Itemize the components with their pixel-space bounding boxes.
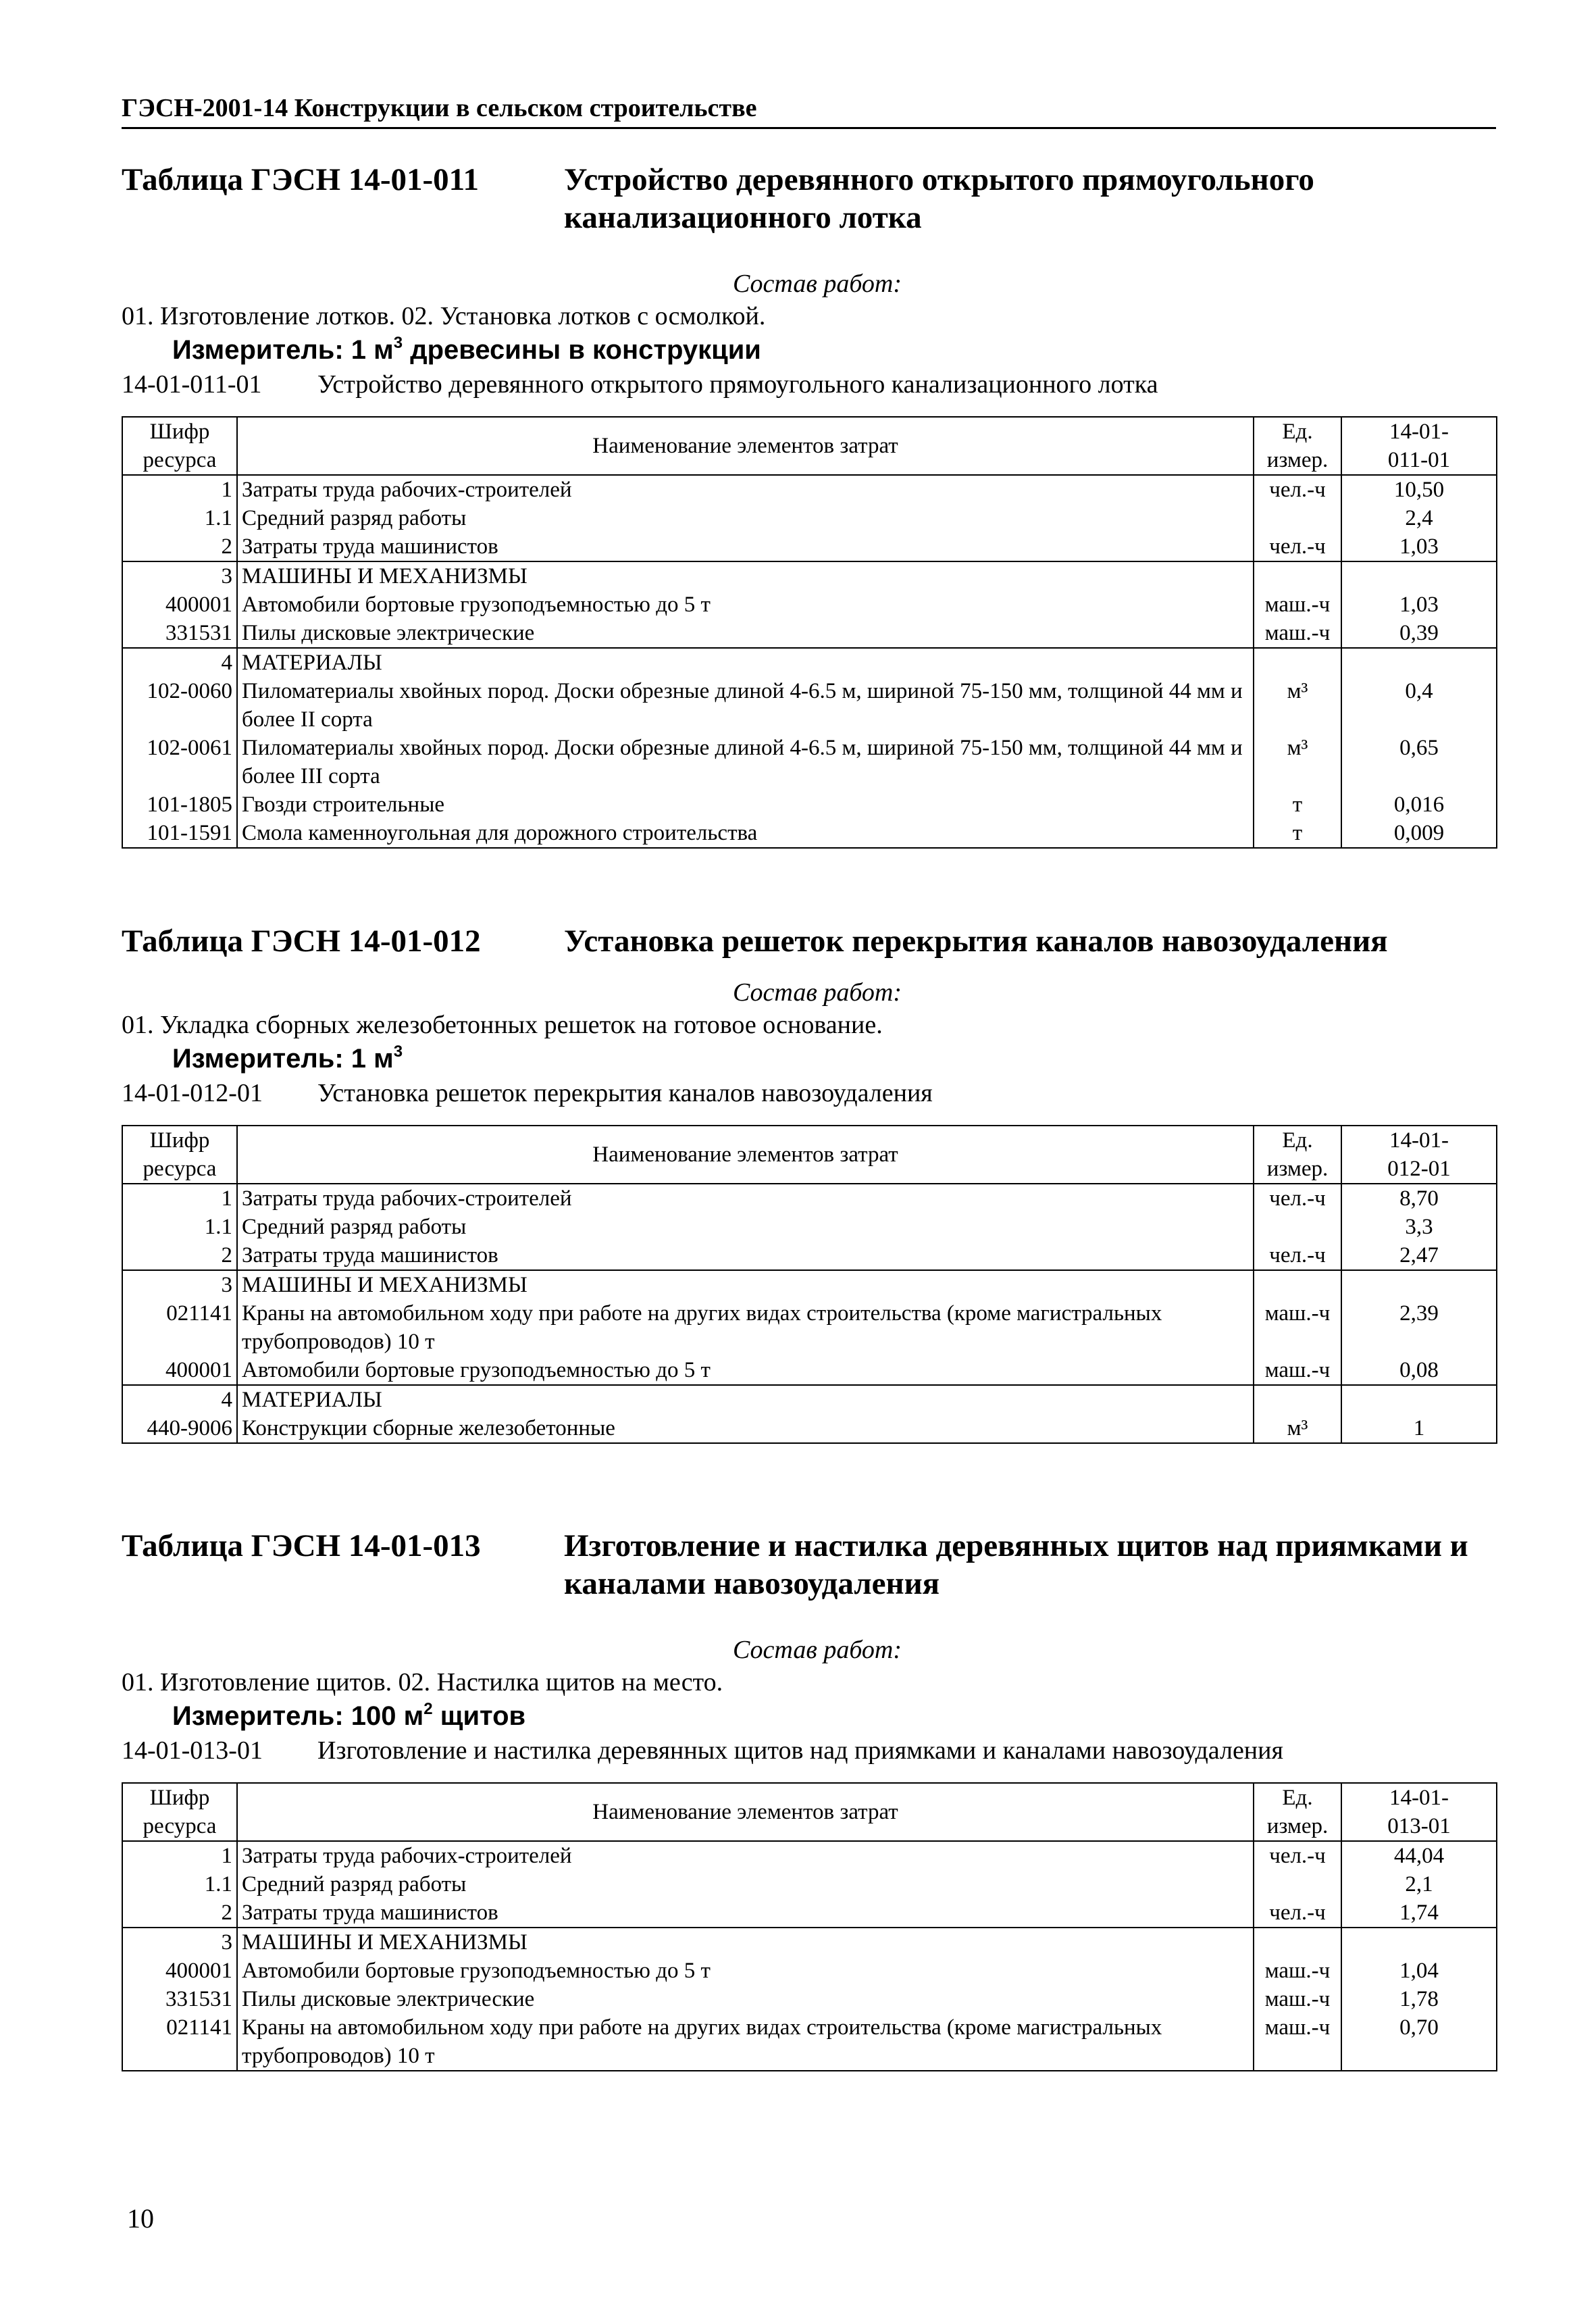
resource-value: 1,78 — [1341, 1985, 1497, 2013]
resource-code: 1 — [122, 475, 237, 504]
column-header-code-line2: ресурса — [143, 1157, 217, 1181]
resource-unit: маш.-ч — [1254, 1957, 1341, 1985]
column-header-code — [122, 1126, 237, 1184]
resource-value — [1341, 1928, 1497, 1957]
table-title: Установка решеток перекрытия каналов навозоудаления — [564, 924, 1388, 959]
resource-unit: м³ — [1254, 677, 1341, 734]
table-row — [122, 532, 1497, 561]
table-row — [122, 1213, 1497, 1241]
column-header-unit-line1: Ед. — [1282, 420, 1313, 444]
column-header-code — [122, 1783, 237, 1841]
resource-unit: чел.-ч — [1254, 475, 1341, 504]
resource-unit: м³ — [1254, 734, 1341, 790]
table-row — [122, 819, 1497, 848]
resource-unit: маш.-ч — [1254, 1299, 1341, 1356]
column-header-rate-line2: 011-01 — [1387, 448, 1451, 472]
resource-name: Краны на автомобильном ходу при работе на других видах строительства (кроме магистральных трубопроводов) 10 т — [237, 2013, 1254, 2071]
column-header-unit-line2: измер. — [1266, 448, 1329, 472]
resource-unit — [1254, 1385, 1341, 1414]
resource-unit: т — [1254, 819, 1341, 848]
column-header-rate-line2: 013-01 — [1387, 1814, 1451, 1838]
column-header-code-line1: Шифр — [149, 1128, 210, 1153]
resource-code: 3 — [122, 1928, 237, 1957]
resource-unit — [1254, 1928, 1341, 1957]
table-row — [122, 1985, 1497, 2013]
resource-name: Пиломатериалы хвойных пород. Доски обрезные длиной 4-6.5 м, шириной 75-150 мм, толщиной 44 мм и более II сорта — [237, 677, 1254, 734]
rate-line — [122, 1076, 1499, 1110]
table-heading — [122, 161, 1499, 262]
table-code: Таблица ГЭСН 14-01-012 — [122, 924, 481, 959]
resource-value: 2,4 — [1341, 504, 1497, 532]
resource-value — [1341, 561, 1497, 590]
resource-value: 1,03 — [1341, 532, 1497, 561]
resource-value: 1,04 — [1341, 1957, 1497, 1985]
resource-code: 1.1 — [122, 1213, 237, 1241]
measure-sup: 2 — [423, 1700, 433, 1718]
table-title: Устройство деревянного открытого прямоугольного канализационного лотка — [564, 162, 1314, 235]
composition-label: Состав работ: — [732, 978, 902, 1007]
resource-code: 331531 — [122, 619, 237, 648]
resource-name: Затраты труда машинистов — [237, 1898, 1254, 1928]
resource-unit: маш.-ч — [1254, 2013, 1341, 2071]
resource-name: Гвозди строительные — [237, 790, 1254, 819]
measure-prefix: Измеритель: 100 м — [172, 1701, 424, 1731]
column-header-code-line2: ресурса — [143, 448, 217, 472]
table-row — [122, 648, 1497, 677]
resource-value: 1 — [1341, 1414, 1497, 1443]
resource-code: 1 — [122, 1184, 237, 1213]
table-row — [122, 475, 1497, 504]
column-header-code-line1: Шифр — [149, 420, 210, 444]
resource-unit: чел.-ч — [1254, 532, 1341, 561]
measure-sup: 3 — [393, 334, 403, 352]
resource-unit: чел.-ч — [1254, 1241, 1341, 1270]
resource-code: 021141 — [122, 1299, 237, 1356]
resource-name: Затраты труда рабочих-строителей — [237, 475, 1254, 504]
table-section-011 — [122, 161, 1499, 849]
table-row — [122, 1957, 1497, 1985]
resource-name: Конструкции сборные железобетонные — [237, 1414, 1254, 1443]
resource-code: 3 — [122, 1270, 237, 1299]
table-row — [122, 2013, 1497, 2071]
rate-code: 14-01-013-01 — [122, 1736, 263, 1765]
table-row — [122, 561, 1497, 590]
resource-name: МАТЕРИАЛЫ — [237, 648, 1254, 677]
resource-value: 1,74 — [1341, 1898, 1497, 1928]
resource-unit — [1254, 561, 1341, 590]
rate-code: 14-01-011-01 — [122, 370, 262, 399]
resource-name: Автомобили бортовые грузоподъемностью до 5 т — [237, 1957, 1254, 1985]
column-header-unit — [1254, 1783, 1341, 1841]
resource-code: 2 — [122, 1241, 237, 1270]
measure-prefix: Измеритель: 1 м — [172, 1044, 394, 1074]
resource-value — [1341, 1385, 1497, 1414]
table-row — [122, 1356, 1497, 1385]
resource-code: 1 — [122, 1841, 237, 1870]
resource-name: Средний разряд работы — [237, 504, 1254, 532]
resource-code: 3 — [122, 561, 237, 590]
resource-code: 400001 — [122, 1957, 237, 1985]
column-header-unit-line1: Ед. — [1282, 1128, 1313, 1153]
column-header-unit — [1254, 1126, 1341, 1184]
rate-name: Установка решеток перекрытия каналов навозоудаления — [317, 1079, 933, 1107]
resource-unit: чел.-ч — [1254, 1184, 1341, 1213]
column-header-rate-line1: 14-01- — [1389, 420, 1449, 444]
column-header-rate-line1: 14-01- — [1389, 1128, 1449, 1153]
table-row — [122, 1928, 1497, 1957]
resource-value: 10,50 — [1341, 475, 1497, 504]
table-row — [122, 1270, 1497, 1299]
column-header-rate — [1341, 1783, 1497, 1841]
measure-sup: 3 — [393, 1042, 403, 1061]
table-section-013 — [122, 1527, 1499, 2071]
table-heading — [122, 922, 1499, 971]
page-number: 10 — [127, 2203, 154, 2234]
resource-table — [122, 416, 1497, 849]
resource-code: 021141 — [122, 2013, 237, 2071]
column-header-rate-line1: 14-01- — [1389, 1786, 1449, 1810]
resource-name: Автомобили бортовые грузоподъемностью до 5 т — [237, 590, 1254, 619]
resource-value: 3,3 — [1341, 1213, 1497, 1241]
measure-unit — [172, 332, 1499, 368]
measure-suffix: щитов — [432, 1701, 526, 1731]
table-row — [122, 1870, 1497, 1898]
table-header-row — [122, 1783, 1497, 1841]
resource-name: Затраты труда рабочих-строителей — [237, 1184, 1254, 1213]
resource-code: 1.1 — [122, 504, 237, 532]
resource-code: 400001 — [122, 590, 237, 619]
resource-table — [122, 1125, 1497, 1444]
resource-code: 102-0061 — [122, 734, 237, 790]
resource-unit: маш.-ч — [1254, 619, 1341, 648]
rate-name: Изготовление и настилка деревянных щитов над приямками и каналами навозоудаления — [317, 1736, 1283, 1765]
resource-name: Средний разряд работы — [237, 1213, 1254, 1241]
table-row — [122, 1241, 1497, 1270]
column-header-name: Наименование элементов затрат — [237, 417, 1254, 475]
resource-value: 0,4 — [1341, 677, 1497, 734]
table-row — [122, 590, 1497, 619]
resource-value: 0,08 — [1341, 1356, 1497, 1385]
table-row — [122, 504, 1497, 532]
resource-unit: маш.-ч — [1254, 1356, 1341, 1385]
rate-line — [122, 368, 1499, 401]
table-row — [122, 1898, 1497, 1928]
works-list: 01. Изготовление лотков. 02. Установка лотков с осмолкой. — [122, 302, 766, 330]
resource-unit: чел.-ч — [1254, 1898, 1341, 1928]
resource-unit: маш.-ч — [1254, 1985, 1341, 2013]
resource-unit: м³ — [1254, 1414, 1341, 1443]
resource-name: МАШИНЫ И МЕХАНИЗМЫ — [237, 561, 1254, 590]
table-header-row — [122, 417, 1497, 475]
column-header-name: Наименование элементов затрат — [237, 1783, 1254, 1841]
resource-value: 0,009 — [1341, 819, 1497, 848]
composition-label: Состав работ: — [732, 270, 902, 298]
resource-name: Затраты труда машинистов — [237, 532, 1254, 561]
table-code: Таблица ГЭСН 14-01-011 — [122, 162, 480, 197]
table-header-row — [122, 1126, 1497, 1184]
column-header-rate-line2: 012-01 — [1387, 1157, 1451, 1181]
resource-name: МАТЕРИАЛЫ — [237, 1385, 1254, 1414]
resource-value — [1341, 1270, 1497, 1299]
resource-unit: маш.-ч — [1254, 590, 1341, 619]
resource-name: МАШИНЫ И МЕХАНИЗМЫ — [237, 1270, 1254, 1299]
rate-line — [122, 1734, 1499, 1767]
table-section-012 — [122, 922, 1499, 1444]
table-title: Изготовление и настилка деревянных щитов над приямками и каналами навозоудаления — [564, 1528, 1468, 1601]
column-header-unit-line2: измер. — [1266, 1157, 1329, 1181]
resource-code: 1.1 — [122, 1870, 237, 1898]
resource-name: Пиломатериалы хвойных пород. Доски обрезные длиной 4-6.5 м, шириной 75-150 мм, толщиной 44 мм и более III сорта — [237, 734, 1254, 790]
resource-value: 0,65 — [1341, 734, 1497, 790]
running-header: ГЭСН-2001-14 Конструкции в сельском строительстве — [122, 93, 1496, 129]
table-row — [122, 1841, 1497, 1870]
column-header-rate — [1341, 417, 1497, 475]
resource-code: 2 — [122, 532, 237, 561]
resource-code: 400001 — [122, 1356, 237, 1385]
resource-value: 0,016 — [1341, 790, 1497, 819]
measure-prefix: Измеритель: 1 м — [172, 335, 394, 365]
resource-unit: чел.-ч — [1254, 1841, 1341, 1870]
resource-name: Средний разряд работы — [237, 1870, 1254, 1898]
column-header-rate — [1341, 1126, 1497, 1184]
resource-code: 331531 — [122, 1985, 237, 2013]
resource-unit — [1254, 648, 1341, 677]
measure-suffix: древесины в конструкции — [403, 335, 761, 365]
resource-value: 44,04 — [1341, 1841, 1497, 1870]
resource-value: 2,1 — [1341, 1870, 1497, 1898]
resource-table — [122, 1782, 1497, 2071]
resource-value: 2,47 — [1341, 1241, 1497, 1270]
column-header-name: Наименование элементов затрат — [237, 1126, 1254, 1184]
resource-code: 4 — [122, 1385, 237, 1414]
composition-label: Состав работ: — [732, 1636, 902, 1664]
table-row — [122, 734, 1497, 790]
resource-unit — [1254, 504, 1341, 532]
resource-name: Пилы дисковые электрические — [237, 619, 1254, 648]
table-row — [122, 1385, 1497, 1414]
resource-code: 440-9006 — [122, 1414, 237, 1443]
resource-value: 1,03 — [1341, 590, 1497, 619]
column-header-code-line2: ресурса — [143, 1814, 217, 1838]
table-row — [122, 1184, 1497, 1213]
table-row — [122, 1299, 1497, 1356]
works-list: 01. Изготовление щитов. 02. Настилка щитов на место. — [122, 1668, 723, 1696]
column-header-code-line1: Шифр — [149, 1786, 210, 1810]
resource-name: Автомобили бортовые грузоподъемностью до 5 т — [237, 1356, 1254, 1385]
resource-code: 101-1591 — [122, 819, 237, 848]
resource-name: Смола каменноугольная для дорожного строительства — [237, 819, 1254, 848]
table-row — [122, 619, 1497, 648]
resource-name: Пилы дисковые электрические — [237, 1985, 1254, 2013]
document-page — [122, 0, 1499, 2314]
resource-unit: т — [1254, 790, 1341, 819]
table-row — [122, 790, 1497, 819]
resource-code: 102-0060 — [122, 677, 237, 734]
resource-name: Краны на автомобильном ходу при работе на других видах строительства (кроме магистральных трубопроводов) 10 т — [237, 1299, 1254, 1356]
table-row — [122, 1414, 1497, 1443]
resource-name: Затраты труда машинистов — [237, 1241, 1254, 1270]
resource-unit — [1254, 1213, 1341, 1241]
rate-code: 14-01-012-01 — [122, 1079, 263, 1107]
resource-unit — [1254, 1270, 1341, 1299]
column-header-unit-line2: измер. — [1266, 1814, 1329, 1838]
resource-unit — [1254, 1870, 1341, 1898]
rate-name: Устройство деревянного открытого прямоугольного канализационного лотка — [317, 370, 1158, 399]
table-code: Таблица ГЭСН 14-01-013 — [122, 1528, 481, 1563]
table-row — [122, 677, 1497, 734]
resource-value: 2,39 — [1341, 1299, 1497, 1356]
column-header-code — [122, 417, 237, 475]
resource-value — [1341, 648, 1497, 677]
measure-unit — [172, 1041, 1499, 1076]
resource-name: Затраты труда рабочих-строителей — [237, 1841, 1254, 1870]
measure-unit — [172, 1699, 1499, 1734]
resource-code: 101-1805 — [122, 790, 237, 819]
resource-value: 0,70 — [1341, 2013, 1497, 2071]
works-list: 01. Укладка сборных железобетонных решеток на готовое основание. — [122, 1011, 883, 1039]
resource-code: 4 — [122, 648, 237, 677]
resource-code: 2 — [122, 1898, 237, 1928]
table-heading — [122, 1527, 1499, 1628]
resource-value: 8,70 — [1341, 1184, 1497, 1213]
resource-value: 0,39 — [1341, 619, 1497, 648]
resource-name: МАШИНЫ И МЕХАНИЗМЫ — [237, 1928, 1254, 1957]
column-header-unit — [1254, 417, 1341, 475]
column-header-unit-line1: Ед. — [1282, 1786, 1313, 1810]
